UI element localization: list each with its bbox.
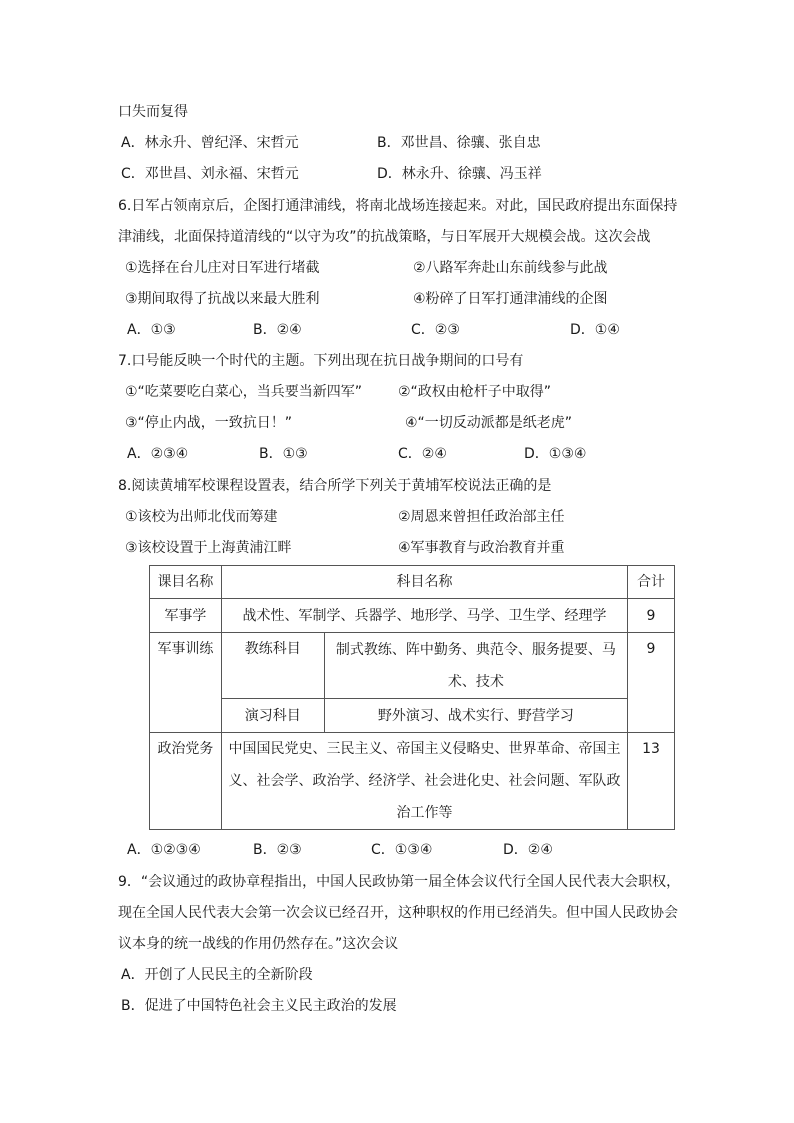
table-row <box>150 733 675 830</box>
q8-item-1: ①该校为出师北伐而筹建 <box>125 509 278 525</box>
q9-stem-line2: 现在全国人民代表大会第一次会议已经召开，这种职权的作用已经消失。但中国人民政协会 <box>118 905 678 921</box>
q6-item-3: ③期间取得了抗战以来最大胜利 <box>125 291 320 307</box>
q8-item-3: ③该校设置于上海黄浦江畔 <box>125 540 292 556</box>
course-name: 政治党务 <box>150 733 222 830</box>
subjects-cell: 战术性、军制学、兵器学、地形学、马学、卫生学、经理学 <box>221 599 627 633</box>
course-name: 军事训练 <box>150 633 222 733</box>
q8-option-c: C．①③④ <box>371 842 433 858</box>
q5-option-d-text: 林永升、徐骧、冯玉祥 <box>401 166 542 182</box>
subjects-cell: 中国国民党史、三民主义、帝国主义侵略史、世界革命、帝国主义、社会学、政治学、经济学、社会进化史、社会问题、军队政治工作等 <box>221 733 627 830</box>
drill-label: 教练科目 <box>221 633 324 699</box>
q5-option-a <box>121 133 299 153</box>
q8-option-d: D．②④ <box>503 842 553 858</box>
q9-option-b: B．促进了中国特色社会主义民主政治的发展 <box>121 998 397 1014</box>
q8-option-a: A．①②③④ <box>127 842 201 858</box>
q6-option-c: C．②③ <box>411 322 460 338</box>
course-table <box>149 565 675 830</box>
q8-option-b: B．②③ <box>253 842 302 858</box>
q6-stem-line1: 6.日军占领南京后，企图打通津浦线，将南北战场连接起来。对此，国民政府提出东面保持 <box>118 198 678 214</box>
q5-option-a-label: A． <box>121 135 145 151</box>
q5-option-a-text: 林永升、曾纪泽、宋哲元 <box>144 135 299 151</box>
exercise-label: 演习科目 <box>221 699 324 733</box>
q6-item-4: ④粉碎了日军打通津浦线的企图 <box>413 291 608 307</box>
header-course: 课目名称 <box>150 566 222 599</box>
q7-item-1: ①“吃菜要吃白菜心，当兵要当新四军” <box>125 384 363 400</box>
q7-option-c: C．②④ <box>398 446 447 462</box>
table-row <box>150 633 675 699</box>
q8-stem: 8.阅读黄埔军校课程设置表，结合所学下列关于黄埔军校说法正确的是 <box>118 478 552 494</box>
table-row <box>150 599 675 633</box>
q7-option-d: D．①③④ <box>524 446 587 462</box>
q5-option-b-label: B． <box>377 135 401 151</box>
q6-item-1: ①选择在台儿庄对日军进行堵截 <box>125 260 320 276</box>
q7-item-4: ④“一切反动派都是纸老虎” <box>405 415 573 431</box>
table-header-row <box>150 566 675 599</box>
q7-stem: 7.口号能反映一个时代的主题。下列出现在抗日战争期间的口号有 <box>118 353 524 369</box>
q5-option-c-text: 邓世昌、刘永福、宋哲元 <box>144 166 299 182</box>
q9-option-a: A．开创了人民民主的全新阶段 <box>121 967 313 983</box>
q6-stem-line2: 津浦线，北面保持道清线的“以守为攻”的抗战策略，与日军展开大规模会战。这次会战 <box>118 229 651 245</box>
total-cell: 9 <box>628 599 675 633</box>
q9-stem-line3: 议本身的统一战线的作用仍然存在。”这次会议 <box>118 936 399 952</box>
q7-option-b: B．①③ <box>259 446 308 462</box>
total-cell: 13 <box>628 733 675 830</box>
header-subjects: 科目名称 <box>221 566 627 599</box>
q5-stem-tail: 口失而复得 <box>118 104 188 120</box>
q6-option-d: D．①④ <box>570 322 620 338</box>
table-row <box>150 699 675 733</box>
q8-item-2: ②周恩来曾担任政治部主任 <box>398 509 565 525</box>
q7-item-2: ②“政权由枪杆子中取得” <box>398 384 552 400</box>
q9-stem-line1: 9．“会议通过的政协章程指出，中国人民政协第一届全体会议代行全国人民代表大会职权， <box>118 874 681 890</box>
q5-option-c-label: C． <box>121 166 145 182</box>
q5-option-b-text: 邓世昌、徐骧、张自忠 <box>400 135 541 151</box>
q8-item-4: ④军事教育与政治教育并重 <box>398 540 565 556</box>
q5-option-d-label: D． <box>377 166 402 182</box>
header-total: 合计 <box>628 566 675 599</box>
q6-item-2: ②八路军奔赴山东前线参与此战 <box>413 260 608 276</box>
q7-option-a: A．②③④ <box>127 446 189 462</box>
course-name: 军事学 <box>150 599 222 633</box>
exercise-subjects: 野外演习、战术实行、野营学习 <box>324 699 627 733</box>
drill-subjects: 制式教练、阵中勤务、典范令、服务提要、马术、技术 <box>324 633 627 699</box>
q5-option-b <box>377 133 541 153</box>
total-cell: 9 <box>628 633 675 733</box>
q6-option-a: A．①③ <box>127 322 176 338</box>
q5-option-c <box>121 164 299 184</box>
q6-option-b: B．②④ <box>253 322 302 338</box>
q7-item-3: ③“停止内战，一致抗日！” <box>125 415 293 431</box>
q5-option-d <box>377 164 542 184</box>
